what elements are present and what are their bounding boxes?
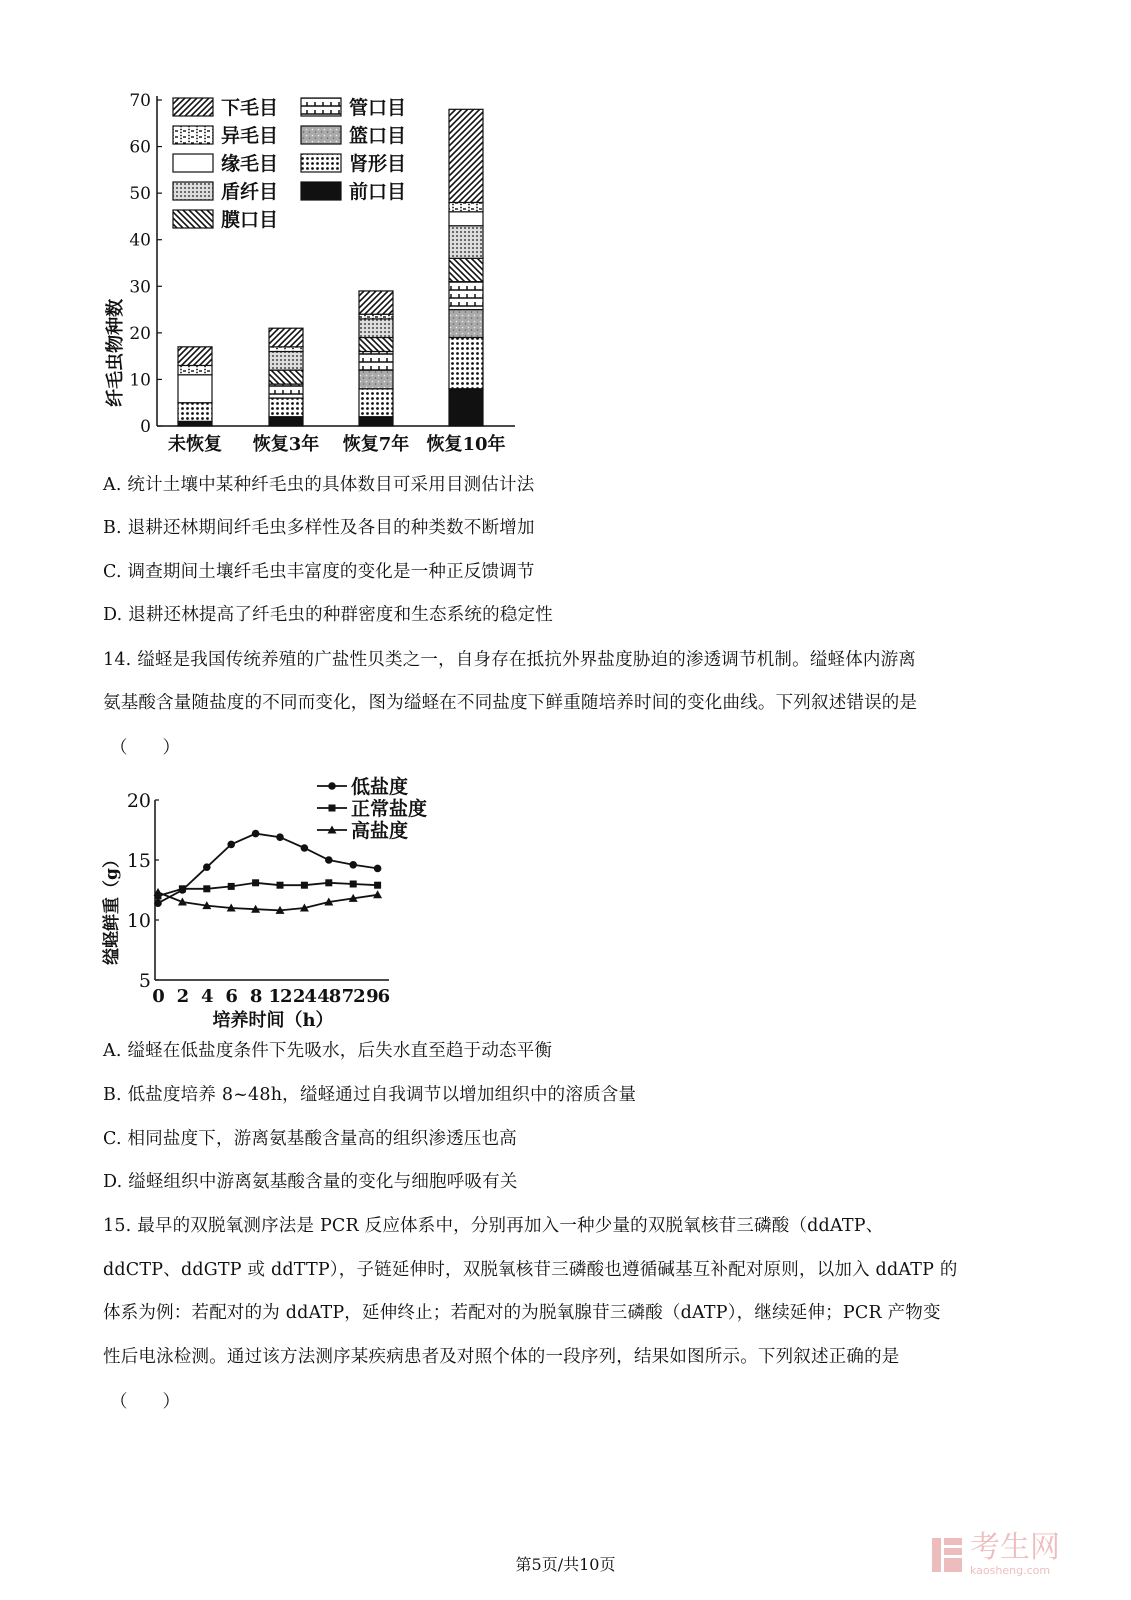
data-point — [277, 882, 284, 889]
q15-stem-line-2: ddCTP、ddGTP 或 ddTTP），子链延伸时，双脱氧核苷三磷酸也遵循碱基互补配对原则，以加入 ddATP 的 — [103, 1260, 958, 1280]
watermark-sub: kaosheng.com — [970, 1564, 1051, 1577]
data-point — [374, 882, 381, 889]
y-tick-label: 70 — [129, 91, 151, 111]
q13-option-a: A. 统计土壤中某种纤毛虫的具体数目可采用目测估计法 — [103, 475, 535, 495]
bar-segment — [359, 314, 393, 319]
bar-segment — [269, 351, 303, 370]
bar-segment — [269, 347, 303, 352]
y-tick-label: 5 — [138, 970, 151, 992]
bar-segment — [359, 351, 393, 370]
legend-swatch — [173, 98, 213, 116]
x-tick-label: 4 — [201, 986, 213, 1007]
y-tick-label: 50 — [129, 184, 151, 205]
data-point — [252, 879, 259, 886]
q15-stem-line-3: 体系为例：若配对的为 ddATP，延伸终止；若配对的为脱氧腺苷三磷酸（dATP），继续延伸；PCR 产物变 — [103, 1303, 941, 1323]
x-tick-label: 12 — [268, 986, 292, 1007]
bar-segment — [359, 389, 393, 417]
data-point — [228, 883, 235, 890]
bar-segment — [449, 109, 483, 202]
data-point — [203, 863, 211, 871]
x-category-label: 恢复3年 — [252, 434, 320, 455]
x-tick-label: 8 — [249, 986, 262, 1007]
watermark-text: 考生网 — [970, 1530, 1060, 1565]
q14-option-a: A. 缢蛏在低盐度条件下先吸水，后失水直至趋于动态平衡 — [103, 1041, 553, 1061]
bar-segment — [449, 226, 483, 259]
legend-label: 下毛目 — [221, 97, 279, 119]
legend-label: 前口目 — [349, 181, 407, 203]
legend-label: 管口目 — [349, 97, 407, 119]
bar-segment — [449, 389, 483, 426]
bar-segment — [269, 370, 303, 384]
series-line — [158, 834, 378, 904]
q13-option-d: D. 退耕还林提高了纤毛虫的种群密度和生态系统的稳定性 — [103, 605, 553, 625]
q13-option-c: C. 调查期间土壤纤毛虫丰富度的变化是一种正反馈调节 — [103, 562, 535, 582]
q15-stem-line-1: 15. 最早的双脱氧测序法是 PCR 反应体系中，分别再加入一种少量的双脱氧核苷三磷酸（ddATP、 — [103, 1216, 884, 1236]
bar-segment — [359, 319, 393, 338]
bar-segment — [178, 365, 212, 374]
bar-segment — [359, 370, 393, 389]
data-point — [374, 865, 382, 873]
bar-segment — [269, 384, 303, 398]
x-category-label: 恢复7年 — [342, 434, 410, 455]
x-category-label: 未恢复 — [168, 434, 222, 455]
legend-label: 正常盐度 — [351, 798, 428, 820]
ciliate-stacked-bar-svg — [95, 86, 545, 466]
y-tick-label: 0 — [140, 417, 151, 437]
series-line — [158, 892, 378, 910]
y-tick-label: 15 — [126, 850, 151, 872]
data-point — [203, 885, 210, 892]
data-point — [276, 833, 284, 841]
razor-clam-line-svg — [95, 772, 455, 1052]
y-axis-label: 纤毛虫物种数 — [105, 298, 126, 407]
series-line — [158, 883, 378, 896]
bar-segment — [449, 212, 483, 226]
data-point — [350, 881, 357, 888]
q14-stem-line-2: 氨基酸含量随盐度的不同而变化，图为缢蛏在不同盐度下鲜重随培养时间的变化曲线。下列叙述错误的是 — [103, 693, 918, 713]
legend-swatch — [173, 182, 213, 200]
watermark-logo — [930, 1532, 1060, 1577]
legend-swatch — [301, 182, 341, 200]
legend-label: 肾形目 — [349, 153, 407, 175]
data-point — [329, 805, 336, 812]
x-tick-label: 96 — [366, 986, 390, 1007]
data-point — [252, 830, 260, 838]
legend-label: 高盐度 — [351, 820, 409, 842]
y-tick-label: 10 — [126, 910, 151, 932]
legend-label: 缘毛目 — [221, 153, 279, 175]
x-tick-label: 48 — [317, 986, 341, 1007]
data-point — [301, 844, 309, 852]
q14-option-d: D. 缢蛏组织中游离氨基酸含量的变化与细胞呼吸有关 — [103, 1172, 518, 1192]
data-point — [154, 899, 162, 907]
legend-swatch — [301, 126, 341, 144]
q14-option-c: C. 相同盐度下，游离氨基酸含量高的组织渗透压也高 — [103, 1129, 517, 1149]
page-number: 第5页/共10页 — [515, 1555, 616, 1574]
q13-option-b: B. 退耕还林期间纤毛虫多样性及各目的种类数不断增加 — [103, 518, 535, 538]
y-axis-label: 缢蛏鲜重（g） — [102, 851, 122, 965]
q15-answer-bracket: （ ） — [110, 1392, 180, 1412]
x-category-label: 恢复10年 — [426, 434, 506, 455]
x-axis-label: 培养时间（h） — [212, 1010, 334, 1031]
legend-label: 盾纤目 — [221, 181, 279, 203]
x-tick-label: 72 — [341, 986, 365, 1007]
data-point — [349, 861, 357, 869]
legend-swatch — [173, 210, 213, 228]
bar-segment — [449, 258, 483, 281]
y-tick-label: 60 — [129, 137, 151, 158]
q14-answer-bracket: （ ） — [110, 738, 180, 758]
legend-swatch — [173, 154, 213, 172]
bar-segment — [449, 202, 483, 211]
data-point — [373, 890, 382, 898]
kaosheng-logo-icon — [930, 1536, 964, 1574]
bar-segment — [359, 291, 393, 314]
legend-swatch — [173, 126, 213, 144]
bar-segment — [178, 375, 212, 403]
legend-swatch — [301, 154, 341, 172]
y-tick-label: 10 — [129, 370, 151, 391]
data-point — [227, 841, 235, 849]
q15-stem-line-4: 性后电泳检测。通过该方法测序某疾病患者及对照个体的一段序列，结果如图所示。下列叙述正确的是 — [103, 1347, 900, 1367]
x-tick-label: 2 — [176, 986, 189, 1007]
y-tick-label: 40 — [129, 230, 151, 251]
bar-segment — [178, 403, 212, 422]
bar-segment — [359, 338, 393, 352]
legend-swatch — [301, 98, 341, 116]
bar-segment — [359, 417, 393, 426]
x-tick-label: 24 — [292, 986, 316, 1007]
legend-label: 低盐度 — [351, 776, 409, 798]
data-point — [325, 879, 332, 886]
y-tick-label: 30 — [129, 277, 151, 298]
x-tick-label: 0 — [152, 986, 164, 1007]
legend-label: 异毛目 — [221, 125, 279, 147]
data-point — [179, 885, 186, 892]
razor-clam-weight-chart — [95, 772, 455, 1052]
q14-stem-line-1: 14. 缢蛏是我国传统养殖的广盐性贝类之一，自身存在抵抗外界盐度胁迫的渗透调节机制。缢蛏体内游离 — [103, 650, 916, 670]
bar-segment — [269, 328, 303, 347]
data-point — [325, 856, 333, 864]
y-tick-label: 20 — [129, 323, 151, 344]
q14-option-b: B. 低盐度培养 8~48h，缢蛏通过自我调节以增加组织中的溶质含量 — [103, 1085, 637, 1105]
x-tick-label: 6 — [225, 986, 237, 1007]
legend-label: 篮口目 — [349, 125, 407, 147]
y-tick-label: 20 — [126, 790, 151, 812]
bar-segment — [269, 398, 303, 417]
bar-segment — [269, 417, 303, 426]
legend-label: 膜口目 — [221, 209, 279, 231]
ciliate-species-chart — [95, 86, 545, 466]
data-point — [301, 882, 308, 889]
bar-segment — [449, 310, 483, 338]
bar-segment — [178, 347, 212, 366]
data-point — [328, 782, 336, 790]
bar-segment — [178, 421, 212, 426]
bar-segment — [449, 282, 483, 310]
bar-segment — [449, 338, 483, 389]
